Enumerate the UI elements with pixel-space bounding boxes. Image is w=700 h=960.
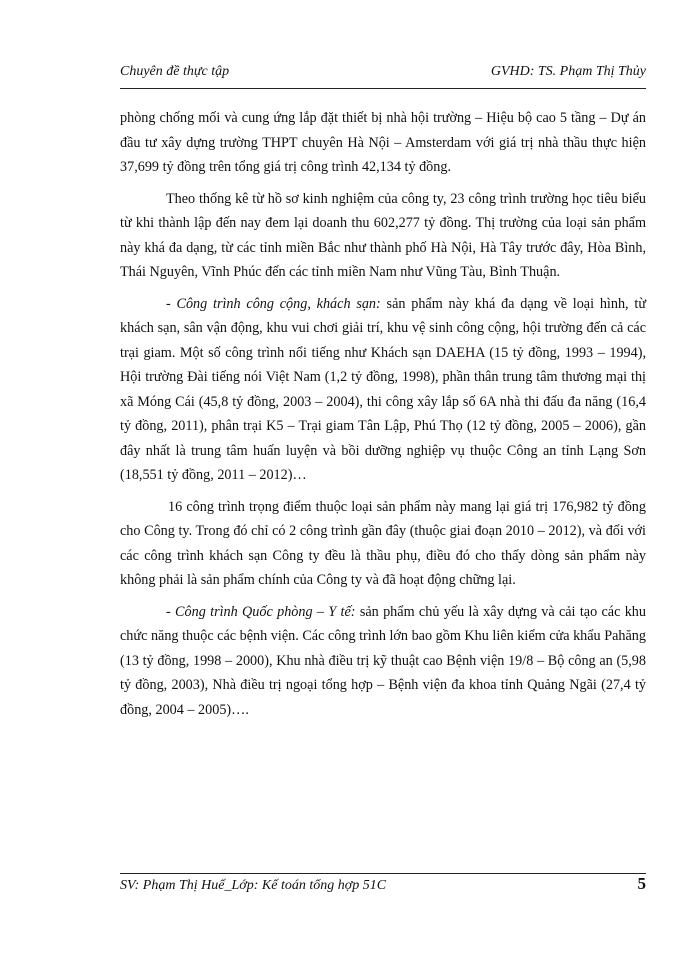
page-footer bbox=[120, 873, 646, 904]
footer-student-info: SV: Phạm Thị Huế_Lớp: Kế toán tổng hợp 51C bbox=[120, 878, 387, 893]
paragraph-4: 16 công trình trọng điểm thuộc loại sản phẩm này mang lại giá trị 176,982 tỷ đồng cho Công ty. Trong đó chỉ có 2 công trình gần đây (thuộc giai đoạn 2010 – 2012), và đối với các công trình khách sạn Công ty đều là thầu phụ, điều đó cho thấy dòng sản phẩm này không phải là sản phẩm chính của Công ty và đã hoạt động chững lại. bbox=[120, 498, 646, 588]
paragraph-3-text: sản phẩm này khá đa dạng về loại hình, từ khách sạn, sân vận động, khu vui chơi giải trí, khu vệ sinh công cộng, hội trường đến cả các trại giam. Một số công trình nổi tiếng như Khách sạn DAEHA (15 tỷ đồng, 1993 – 1994), Hội trường Đài tiếng nói Việt Nam (1,2 tỷ đồng, 1998), phần thân trung tâm thương mại thị xã Móng Cái (45,8 tỷ đồng, 2003 – 2004), thi công xây lắp số 6A nhà thi đấu đa năng (16,4 tỷ đồng, 2011), phân trại K5 – Trại giam Tân Lập, Phú Thọ (12 tỷ đồng, 2005 – 2006), gần đây nhất là trung tâm huấn luyện và bồi dưỡng nghiệp vụ thuộc Công an tỉnh Lạng Sơn (18,551 tỷ đồng, 2011 – 2012)… bbox=[120, 295, 647, 483]
paragraph-2: Theo thống kê từ hồ sơ kinh nghiệm của công ty, 23 công trình trường học tiêu biểu từ khi thành lập đến nay đem lại doanh thu 602,277 tỷ đồng. Thị trường của loại sản phẩm này khá đa dạng, từ các tỉnh miền Bắc như thành phố Hà Nội, Hà Tây trước đây, Hòa Bình, Thái Nguyên, Vĩnh Phúc đến các tỉnh miền Nam như Vũng Tàu, Bình Thuận. bbox=[120, 190, 646, 280]
paragraph-5-heading: - Công trình Quốc phòng – Y tế: bbox=[166, 603, 356, 620]
header-title: Chuyên đề thực tập bbox=[120, 64, 230, 79]
header-supervisor: GVHD: TS. Phạm Thị Thủy bbox=[490, 64, 646, 79]
paragraph-3 bbox=[120, 292, 646, 488]
page-header bbox=[120, 62, 646, 89]
document-body bbox=[120, 106, 646, 729]
page-number: 5 bbox=[637, 874, 646, 893]
paragraph-3-heading: - Công trình công cộng, khách sạn: bbox=[166, 295, 381, 312]
paragraph-1: phòng chống mối và cung ứng lắp đặt thiết bị nhà hội trường – Hiệu bộ cao 5 tầng – Dự án đầu tư xây dựng trường THPT chuyên Hà Nội – Amsterdam với giá trị nhà thầu thực hiện 37,699 tỷ đồng trên tổng giá trị công trình 42,134 tỷ đồng. bbox=[120, 110, 646, 175]
paragraph-5-text: sản phẩm chủ yếu là xây dựng và cải tạo các khu chức năng thuộc các bệnh viện. Các công trình lớn bao gồm Khu liên kiểm cửa khẩu Pahăng (13 tỷ đồng, 1998 – 2000), Khu nhà điều trị kỹ thuật cao Bệnh viện 19/8 – Bộ công an (5,98 tỷ đồng, 2003), Nhà điều trị ngoại tổng hợp – Bệnh viện đa khoa tỉnh Quảng Ngãi (27,4 tỷ đồng, 2004 – 2005)…. bbox=[120, 603, 646, 718]
paragraph-5 bbox=[120, 600, 646, 723]
